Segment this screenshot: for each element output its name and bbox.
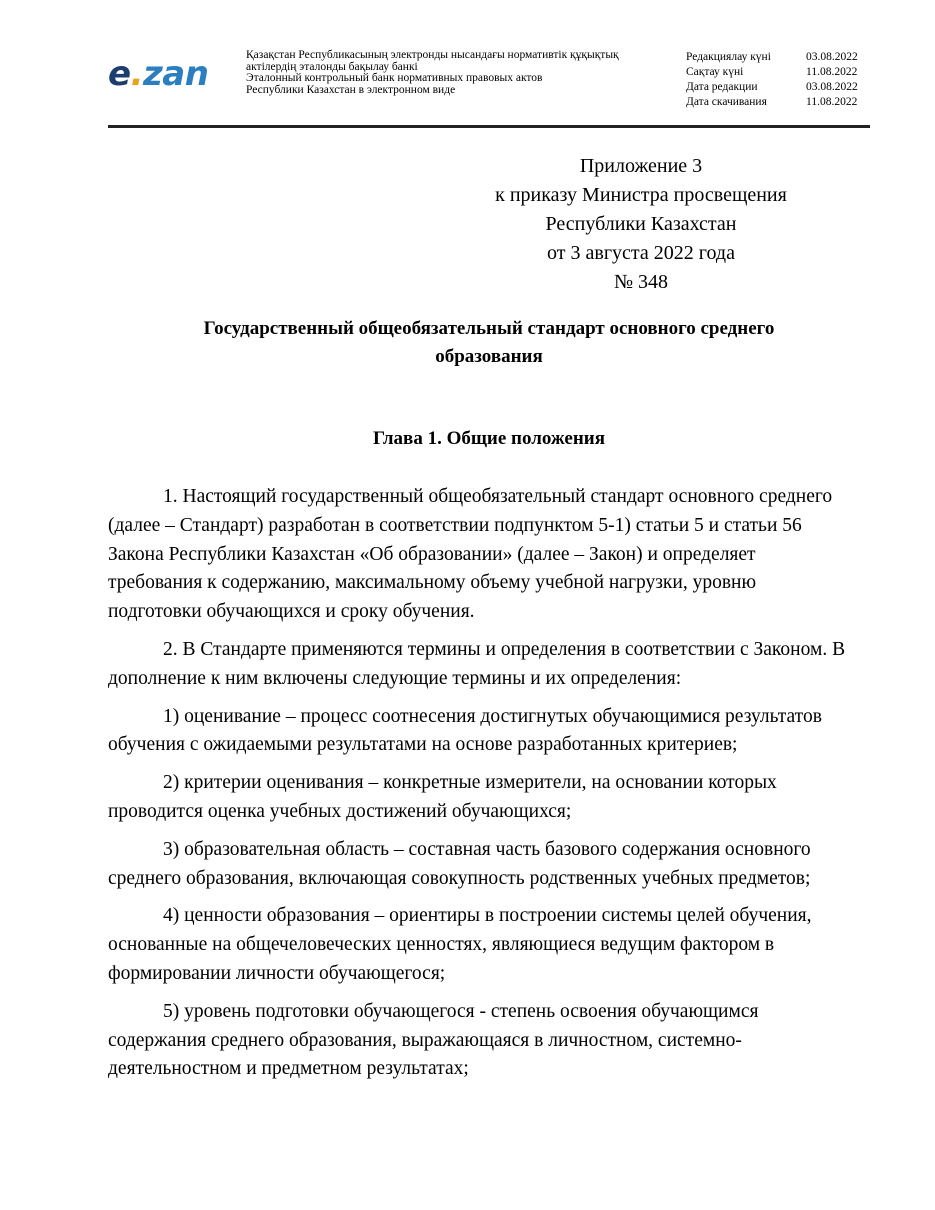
meta-value: 11.08.2022 [806,96,858,108]
meta-label: Дата скачивания [686,96,767,108]
logo-dot: . [130,54,143,94]
org-line: Қазақстан Республикасының электронды нысандағы нормативтік құқықтық [246,49,619,61]
meta-value: 03.08.2022 [806,51,858,63]
meta-row [686,65,866,80]
meta-label: Сақтау күні [686,66,744,78]
paragraph: 5) уровень подготовки обучающегося - степень освоения обучающимся содержания среднего образования, выражающаяся в личностном, системно-деятельностном и предметном результатах; [108,1000,759,1080]
meta-value: 03.08.2022 [806,81,858,93]
document-body [108,483,848,1093]
annex-line: № 348 [613,271,669,293]
paragraph: 1. Настоящий государственный общеобязательный стандарт основного среднего (далее – Стандарт) разработан в соответствии подпунктом 5-1) статьи 5 и статьи 56 Закона Республики Казахстан «Об образовании» (далее – Закон) и определяет требования к содержанию, максимальному объему учебной нагрузки, уровню подготовки обучающихся и сроку обучения. [108,486,833,623]
chapter-heading: Глава 1. Общие положения [372,428,606,449]
paragraph: 3) образовательная область – составная часть базового содержания основного среднего образования, включающая совокупность родственных учебных предметов; [108,838,811,889]
annex-line: Республики Казахстан [545,213,737,235]
title-line: образования [435,346,543,367]
meta-label: Редакциялау күні [686,51,771,63]
meta-row [686,80,866,95]
document-title [108,315,870,371]
meta-label: Дата редакции [686,81,758,93]
document-dates [686,50,866,110]
document-header [108,48,870,122]
header-divider [108,125,870,128]
organization-name [246,50,646,96]
annex-line: от 3 августа 2022 года [547,242,735,264]
paragraph: 1) оценивание – процесс соотнесения достигнутых обучающимися результатов обучения с ожидаемыми результатами на основе разработанных критериев; [108,705,822,756]
org-line: Республики Казахстан в электронном виде [246,83,456,96]
paragraph: 4) ценности образования – ориентиры в построении системы целей обучения, основанные на общечеловеческих ценностях, являющиеся ведущим фактором в формировании личности обучающегося; [108,905,812,984]
annex-block [460,152,822,297]
logo-zan: zan [142,54,209,94]
paragraph: 2. В Стандарте применяются термины и определения в соответствии с Законом. В дополнение к ним включены следующие термины и их определения: [108,638,846,689]
org-line: актілердің эталонды бақылау банкі [246,60,418,73]
title-line: Государственный общеобязательный стандарт основного среднего [203,318,775,339]
org-line: Эталонный контрольный банк нормативных правовых актов [246,72,543,84]
annex-line: Приложение 3 [579,155,703,177]
annex-line: к приказу Министра просвещения [495,184,787,206]
meta-row [686,95,866,110]
ezan-logo[interactable] [108,54,208,94]
logo-e: e [108,54,131,94]
meta-row [686,50,866,65]
meta-value: 11.08.2022 [806,66,858,78]
paragraph: 2) критерии оценивания – конкретные измерители, на основании которых проводится оценка учебных достижений обучающихся; [108,772,777,822]
